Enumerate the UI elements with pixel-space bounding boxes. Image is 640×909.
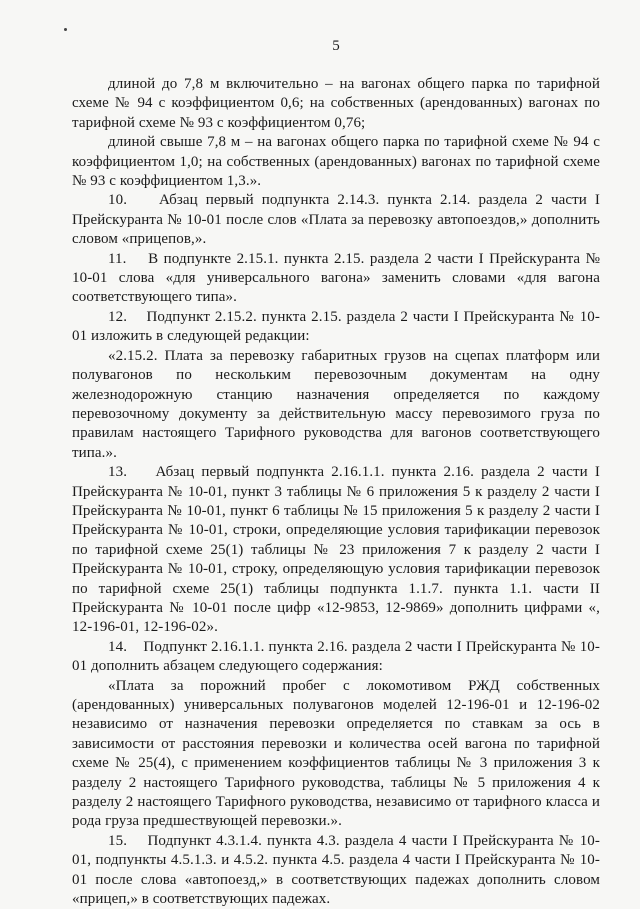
paragraph-item-15: 15. Подпункт 4.3.1.4. пункта 4.3. раздела 4 части I Прейскуранта № 10-01, подпункты 4.5.1.3. и 4.5.2. пункта 4.5. раздела 4 части I Прейскуранта № 10-01 после слова «автопоезд,» в соответствующих падежах дополнить словом «прицеп,» в соответствующих падежах. (72, 832, 600, 908)
paragraph-length-up-to-7-8: длиной до 7,8 м включительно – на вагонах общего парка по тарифной схеме № 94 с коэффициентом 0,6; на собственных (арендованных) вагонах по тарифной схеме № 93 с коэффициентом 0,76; (72, 76, 600, 131)
paragraph-quote-2-15-2: «2.15.2. Плата за перевозку габаритных грузов на сцепах платформ или полувагонов по нескольким перевозочным документам на одну железнодорожную станцию назначения определяется по каждому перевозочному документу за действительную массу перевозимого груза по правилам настоящего Тарифного руководства для вагонов соответствующего типа.». (72, 347, 600, 461)
paragraph-length-over-7-8: длиной свыше 7,8 м – на вагонах общего парка по тарифной схеме № 94 с коэффициентом 1,0; на собственных (арендованных) вагонах по тарифной схеме № 93 с коэффициентом 1,3.». (72, 134, 600, 190)
paragraph-item-11: 11. В подпункте 2.15.1. пункта 2.15. раздела 2 части I Прейскуранта № 10-01 слова «для универсального вагона» заменить словами «для вагона соответствующего типа». (72, 250, 600, 306)
paragraph-item-14: 14. Подпункт 2.16.1.1. пункта 2.16. раздела 2 части I Прейскуранта № 10-01 дополнить абзацем следующего содержания: (72, 638, 600, 675)
paragraph-quote-empty-run: «Плата за порожний пробег с локомотивом РЖД собственных (арендованных) универсальных полувагонов моделей 12-196-01 и 12-196-02 независимо от назначения перевозки определяется по ставкам за ось в зависимости от расстояния перевозки и количества осей вагона по тарифной схеме № 25(4), с применением коэффициентов таблицы № 3 приложения 3 к разделу 2 настоящего Тарифного руководства, таблицы № 5 приложения 4 к разделу 2 настоящего Тарифного руководства, независимо от тарифного класса и рода груза предшествующей перевозки.». (72, 677, 600, 830)
paragraph-item-10: 10. Абзац первый подпункта 2.14.3. пункта 2.14. раздела 2 части I Прейскуранта № 10-01 после слов «Плата за перевозку автопоездов,» дополнить словом «прицепов,». (72, 192, 600, 248)
paragraph-item-13: 13. Абзац первый подпункта 2.16.1.1. пункта 2.16. раздела 2 части I Прейскуранта № 10-01, пункт 3 таблицы № 6 приложения 5 к разделу 2 части I Прейскуранта № 10-01, пункт 6 таблицы № 15 приложения 5 к разделу 2 части I Прейскуранта № 10-01, строки, определяющие условия тарификации перевозок по тарифной схеме 25(1) таблицы № 23 приложения 7 к разделу 2 части I Прейскуранта № 10-01, строку, определяющую условия тарификации перевозок по тарифной схеме 25(1) таблицы подпункта 1.1.7. пункта 1.1. части II Прейскуранта № 10-01 после цифр «12-9853, 12-9869» дополнить цифрами «, 12-196-01, 12-196-02». (72, 464, 600, 636)
page-number: 5 (332, 38, 340, 54)
paragraph-item-12: 12. Подпункт 2.15.2. пункта 2.15. раздела 2 части I Прейскуранта № 10-01 изложить в следующей редакции: (72, 308, 600, 345)
scan-speck (64, 28, 67, 31)
